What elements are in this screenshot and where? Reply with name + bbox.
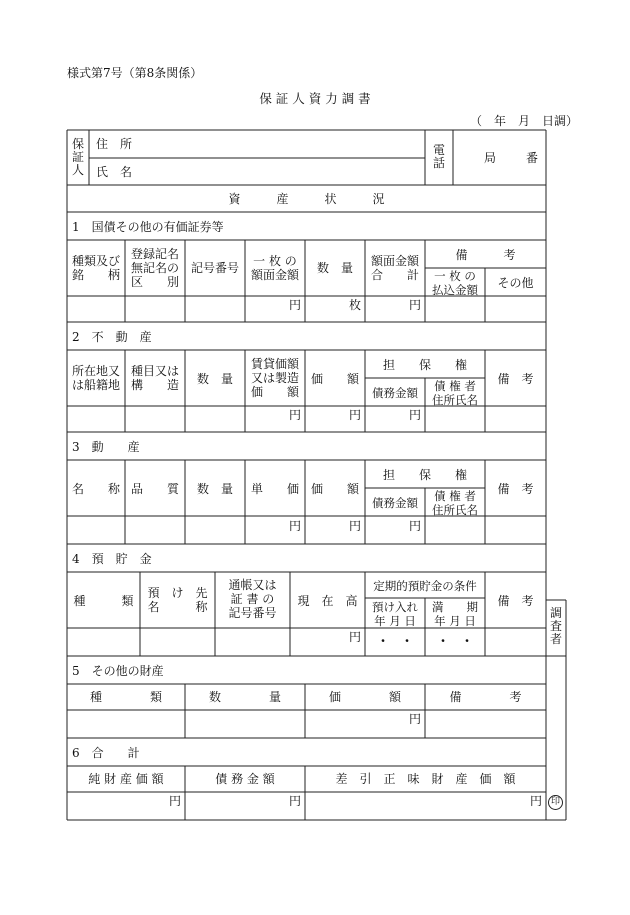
seal-mark: 印	[548, 795, 563, 810]
s4-bank-header: 預 け 先 名 称	[147, 586, 208, 614]
s3-qty-header: 数 量	[196, 482, 233, 496]
s3-unit-header: 単 価	[250, 482, 299, 496]
s6-net-yen: 円	[168, 794, 181, 808]
s2-value-yen: 円	[348, 408, 361, 422]
section4-title: 4 預 貯 金	[72, 552, 152, 566]
s6-debt-header: 債 務 金 額	[215, 772, 275, 786]
s2-qty-header: 数 量	[196, 372, 233, 386]
s3-unit-yen: 円	[288, 519, 301, 533]
s4-book-header: 通帳又は 証 書 の 記号番号	[228, 578, 277, 620]
section5-title: 5 その他の財産	[72, 664, 164, 678]
s4-deposit-header: 預け入れ 年 月 日	[372, 600, 418, 628]
s1-kind-header: 種類及び 銘 柄	[71, 254, 120, 282]
s1-qty-header: 数 量	[316, 261, 353, 275]
investigator-label: 調査者	[549, 606, 562, 646]
s4-deposit-date-dots: ・ ・	[376, 634, 413, 648]
s3-debt-yen: 円	[408, 519, 421, 533]
s1-number-header: 記号番号	[190, 261, 239, 275]
s3-quality-header: 品 質	[130, 482, 179, 496]
name-label: 氏 名	[96, 165, 133, 179]
s1-yen-unit: 円	[288, 298, 301, 312]
phone-label: 電話	[432, 143, 445, 170]
s4-balance-header: 現 在 高	[297, 594, 358, 608]
s5-kind-header: 種 類	[89, 690, 162, 704]
s4-maturity-header: 満 期 年 月 日	[432, 600, 478, 628]
guarantor-label: 保証人	[71, 137, 84, 177]
address-label: 住 所	[96, 137, 133, 151]
s1-total-yen-unit: 円	[408, 298, 421, 312]
section6-title: 6 合 計	[72, 746, 140, 760]
page-title: 保 証 人 資 力 調 書	[259, 91, 371, 106]
s4-maturity-date-dots: ・ ・	[436, 634, 473, 648]
s2-debt-header: 債務金額	[372, 386, 418, 400]
s4-notes-header: 備 考	[497, 594, 534, 608]
form-number: 様式第7号（第8条関係）	[67, 66, 203, 80]
s2-debt-yen: 円	[408, 408, 421, 422]
s2-rent-header: 賃貸価額 又は製造 価 額	[250, 357, 299, 399]
s6-diff-yen: 円	[529, 794, 542, 808]
s3-notes-header: 備 考	[497, 482, 534, 496]
s6-debt-yen: 円	[288, 794, 301, 808]
s3-debt-header: 債務金額	[372, 496, 418, 510]
s3-security-header: 担 保 権	[382, 468, 467, 482]
s5-qty-header: 数 量	[208, 690, 281, 704]
phone-ban: 番	[526, 151, 539, 165]
section1-title: 1 国債その他の有価証券等	[72, 220, 224, 234]
s4-kind-header: 種 類	[73, 594, 134, 608]
s2-creditor-header: 債 権 者 住所氏名	[432, 379, 478, 407]
s3-creditor-header: 債 権 者 住所氏名	[432, 489, 478, 517]
s1-notes-header: 備 考	[455, 248, 516, 262]
s2-type-header: 種目又は 構 造	[130, 364, 179, 392]
s2-notes-header: 備 考	[497, 372, 534, 386]
s1-face-header: 一 枚 の 額面金額	[250, 254, 299, 282]
s4-balance-yen: 円	[348, 630, 361, 644]
survey-date: （ 年 月 日調）	[470, 114, 579, 128]
section2-title: 2 不 動 産	[72, 330, 152, 344]
s6-net-header: 純 財 産 価 額	[88, 772, 164, 786]
section3-title: 3 動 産	[72, 440, 140, 454]
s5-notes-header: 備 考	[449, 690, 522, 704]
s2-security-header: 担 保 権	[382, 358, 467, 372]
s3-value-yen: 円	[348, 519, 361, 533]
s1-reg-header: 登録記名 無記名の 区 別	[130, 247, 179, 289]
s1-other-header: その他	[497, 276, 534, 290]
s2-value-header: 価 額	[310, 372, 359, 386]
s6-diff-header: 差 引 正 味 財 産 価 額	[335, 772, 516, 786]
s2-location-header: 所在地又 は船籍地	[71, 364, 120, 392]
s3-name-header: 名 称	[71, 482, 120, 496]
s1-mai-unit: 枚	[348, 298, 361, 312]
assets-title: 資 産 状 況	[228, 192, 385, 206]
s2-rent-yen: 円	[288, 408, 301, 422]
phone-kyoku: 局	[484, 151, 497, 165]
s1-paid-header: 一 枚 の 払込金額	[432, 269, 478, 297]
s5-value-yen: 円	[408, 712, 421, 726]
s3-value-header: 価 額	[310, 482, 359, 496]
s4-fixed-header: 定期的預貯金の条件	[373, 579, 477, 593]
s1-total-header: 額面金額 合 計	[370, 254, 419, 282]
s5-value-header: 価 額	[328, 690, 401, 704]
